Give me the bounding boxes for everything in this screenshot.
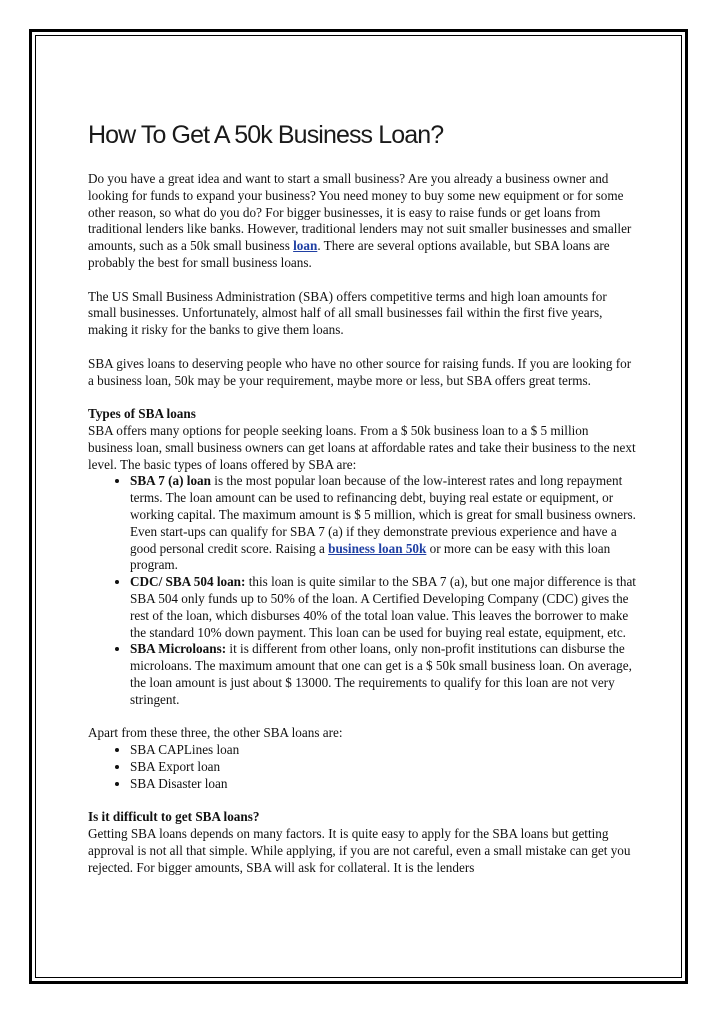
difficulty-heading: Is it difficult to get SBA loans? [88, 809, 260, 825]
loan-link[interactable]: loan [293, 238, 318, 254]
list-item: • SBA Disaster loan [130, 776, 636, 793]
loan-type-text: it is different from other loans, only non-profit institutions can disburse the microloans. The maximum amount that one can get is a $ 50k small business loan. On average, the loan amount is just about $ 13000. The requirements to qualify for this loan are not very stringent. [130, 641, 632, 707]
intro-text-end: . There are several options available, but SBA loans are probably the best for small business loans. [88, 238, 610, 270]
types-intro: SBA offers many options for people seeking loans. From a $ 50k business loan to a $ 5 million business loan, small business owners can get loans at affordable rates and take their business to the next level. The basic types of loans offered by SBA are: [88, 422, 636, 472]
types-section [88, 406, 636, 708]
page-title: How To Get A 50k Business Loan? [88, 121, 444, 149]
document-body [88, 120, 636, 876]
types-list [88, 473, 636, 708]
difficulty-section [88, 809, 636, 876]
other-loans-section [88, 725, 636, 792]
list-item [130, 473, 636, 574]
business-loan-link[interactable]: business loan 50k [328, 540, 427, 556]
loan-type-name: SBA 7 (a) loan [130, 473, 211, 489]
sba-paragraph: The US Small Business Administration (SBA) offers competitive terms and high loan amounts for small businesses. Unfortunately, almost half of all small businesses fail within the first five years, making it risky for the banks to give them loans. [88, 288, 607, 338]
other-loans-list [88, 742, 636, 792]
loan-type-text: this loan is quite similar to the SBA 7 (a), but one major difference is that SBA 504 only funds up to 50% of the loan. A Certified Developing Company (CDC) gives the rest of the loan, which disburses 40% of the total loan value. This leaves the borrower to make the standard 10% down payment. This loan can be used for buying real estate, equipment, etc. [130, 574, 636, 640]
intro-paragraph [88, 171, 636, 272]
loan-type-text-end: or more can be easy with this loan program. [130, 540, 611, 573]
list-item [130, 574, 636, 641]
loan-type-name: SBA Microloans: [130, 641, 227, 657]
types-heading: Types of SBA loans [88, 406, 196, 422]
intro-text: Do you have a great idea and want to start a small business? Are you already a business owner and looking for funds to expand your business? You need money to buy some new equipment or for some other reason, so what do you do? For bigger businesses, it is easy to raise funds or get loans from traditional lenders like banks. However, traditional lenders may not suit smaller businesses and smaller amounts, such as a 50k small business [88, 171, 632, 254]
list-item: • SBA CAPLines loan [130, 742, 636, 759]
loan-type-name: CDC/ SBA 504 loan: [130, 574, 246, 590]
list-item [130, 641, 636, 708]
sba-gives-paragraph: SBA gives loans to deserving people who have no other source for raising funds. If you are looking for a business loan, 50k may be your requirement, maybe more or less, but SBA offers great terms. [88, 355, 632, 388]
loan-type-text: is the most popular loan because of the low-interest rates and long repayment terms. The loan amount can be used to refinancing debt, buying real estate or equipment, or working capital. The maximum amount is $ 5 million, which is great for small business owners. Even start-ups can qualify for SBA 7 (a) if they demonstrate previous experience and have a good personal credit score. Raising a [130, 473, 636, 556]
difficulty-text: Getting SBA loans depends on many factors. It is quite easy to apply for the SBA loans but getting approval is not all that simple. While applying, if you are not careful, even a small mistake can get you rejected. For bigger amounts, SBA will ask for collateral. It is the lenders [88, 826, 631, 875]
list-item: • SBA Export loan [130, 759, 636, 776]
other-loans-intro: Apart from these three, the other SBA loans are: [88, 725, 343, 741]
